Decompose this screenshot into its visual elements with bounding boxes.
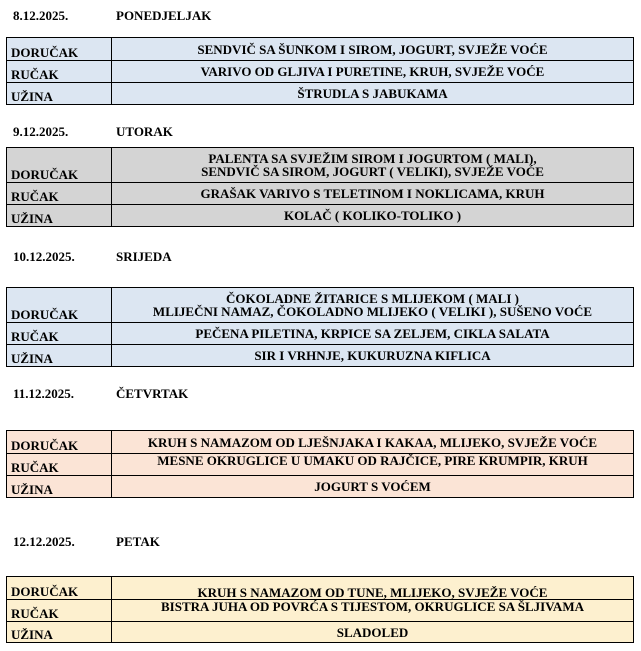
meal-content: SENDVIČ SA ŠUNKOM I SIROM, JOGURT, SVJEŽE VOĆE <box>112 38 634 61</box>
meal-row-breakfast <box>7 288 634 323</box>
meal-row-lunch <box>7 183 634 205</box>
meal-row-snack <box>7 205 634 227</box>
meal-content: GRAŠAK VARIVO S TELETINOM I NOKLICAMA, KRUH <box>112 183 634 205</box>
meal-label: UŽINA <box>7 83 112 105</box>
meal-label: RUČAK <box>7 600 112 622</box>
meal-content: ŠTRUDLA S JABUKAMA <box>112 83 634 105</box>
day-name: UTORAK <box>116 124 173 139</box>
meal-row-breakfast <box>7 148 634 183</box>
meal-content: SLADOLED <box>112 622 634 643</box>
day-date: 9.12.2025. <box>13 124 69 139</box>
menu-table-thursday <box>6 430 634 498</box>
day-name: PETAK <box>116 534 160 549</box>
meal-content: VARIVO OD GLJIVA I PURETINE, KRUH, SVJEŽE VOĆE <box>112 61 634 83</box>
meal-label: RUČAK <box>7 61 112 83</box>
meal-row-snack <box>7 622 634 643</box>
meal-row-lunch <box>7 61 634 83</box>
menu-table-friday <box>6 576 634 643</box>
day-date: 10.12.2025. <box>13 249 75 264</box>
day-date: 11.12.2025. <box>13 386 75 401</box>
meal-row-snack <box>7 345 634 367</box>
menu-table-tuesday <box>6 147 634 227</box>
meal-label: UŽINA <box>7 622 112 643</box>
menu-table-monday <box>6 37 634 105</box>
meal-label: DORUČAK <box>7 431 112 454</box>
meal-row-snack <box>7 83 634 105</box>
day-date: 8.12.2025. <box>13 8 69 23</box>
meal-label: RUČAK <box>7 454 112 476</box>
meal-content: JOGURT S VOĆEM <box>112 476 634 498</box>
meal-content: MESNE OKRUGLICE U UMAKU OD RAJČICE, PIRE KRUMPIR, KRUH <box>112 454 634 476</box>
meal-label: UŽINA <box>7 205 112 227</box>
day-name: ČETVRTAK <box>116 386 189 401</box>
meal-row-breakfast <box>7 38 634 61</box>
meal-label: DORUČAK <box>7 288 112 323</box>
meal-content: SIR I VRHNJE, KUKURUZNA KIFLICA <box>112 345 634 367</box>
meal-content: BISTRA JUHA OD POVRĆA S TIJESTOM, OKRUGLICE SA ŠLJIVAMA <box>112 600 634 622</box>
meal-row-lunch <box>7 454 634 476</box>
meal-content <box>112 288 634 323</box>
meal-content-line: ČOKOLADNE ŽITARICE S MLIJEKOM ( MALI ) <box>225 291 519 306</box>
meal-row-breakfast <box>7 577 634 600</box>
meal-label: UŽINA <box>7 345 112 367</box>
meal-content-line: PALENTA SA SVJEŽIM SIROM I JOGURTOM ( MALI), <box>208 151 537 166</box>
meal-label: DORUČAK <box>7 38 112 61</box>
meal-content: KRUH S NAMAZOM OD LJEŠNJAKA I KAKAA, MLIJEKO, SVJEŽE VOĆE <box>112 431 634 454</box>
menu-table-wednesday <box>6 287 634 367</box>
meal-row-snack <box>7 476 634 498</box>
meal-label: DORUČAK <box>7 148 112 183</box>
meal-label: RUČAK <box>7 183 112 205</box>
day-name: PONEDJELJAK <box>116 8 212 23</box>
meal-row-lunch <box>7 600 634 622</box>
meal-label: DORUČAK <box>7 577 112 600</box>
meal-content-line: SENDVIČ SA SIROM, JOGURT ( VELIKI), SVJEŽE VOĆE <box>201 164 544 179</box>
meal-label: UŽINA <box>7 476 112 498</box>
meal-content <box>112 148 634 183</box>
meal-content-line: MLIJEČNI NAMAZ, ČOKOLADNO MLIJEKO ( VELIKI ), SUŠENO VOĆE <box>152 304 593 319</box>
meal-label: RUČAK <box>7 323 112 345</box>
meal-row-lunch <box>7 323 634 345</box>
day-date: 12.12.2025. <box>13 534 75 549</box>
meal-content: KOLAČ ( KOLIKO-TOLIKO ) <box>112 205 634 227</box>
meal-row-breakfast <box>7 431 634 454</box>
day-name: SRIJEDA <box>116 249 172 264</box>
meal-content: PEČENA PILETINA, KRPICE SA ZELJEM, CIKLA SALATA <box>112 323 634 345</box>
meal-content: KRUH S NAMAZOM OD TUNE, MLIJEKO, SVJEŽE VOĆE <box>112 577 634 600</box>
